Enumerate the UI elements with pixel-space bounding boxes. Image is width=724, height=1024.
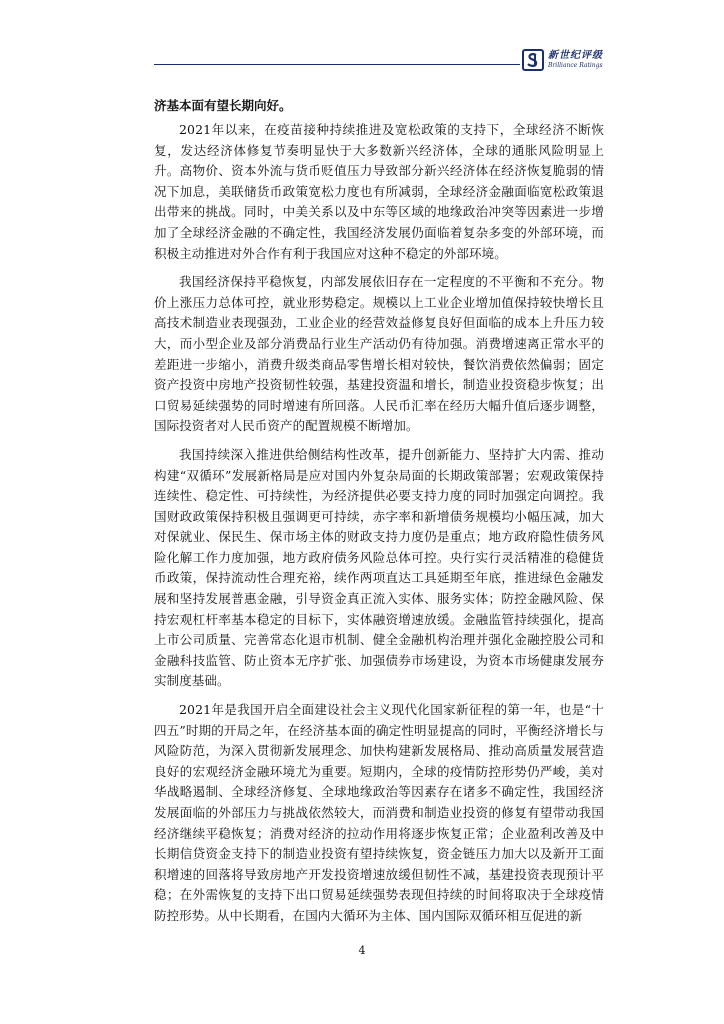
- paragraph-4: 2021年是我国开启全面建设社会主义现代化国家新征程的第一年，也是“十四五”时期的开局之年，在经济基本面的确定性明显提高的同时，平衡经济增长与风险防范，为深入贯彻新发展理念、加快构建新发展格局、推动高质量发展营造良好的宏观经济金融环境尤为重要。短期内，全球的疫情防控形势仍严峻，美对华战略遏制、全球经济修复、全球地缘政治等因素存在诸多不确定性，我国经济发展面临的外部压力与挑战依然较大，而消费和制造业投资的修复有望带动我国经济继续平稳恢复；消费对经济的拉动作用将逐步恢复正常；企业盈利改善及中长期信贷资金支持下的制造业投资有望持续恢复，资金链压力加大以及新开工面积增速的回落将导致房地产开发投资增速放缓但韧性不减，基建投资表现预计平稳；在外需恢复的支持下出口贸易延续强势表现但持续的时间将取决于全球疫情防控形势。从中长期看，在国内大循环为主体、国内国际双循环相互促进的新: [154, 702, 604, 923]
- logo-subtitle: Brilliance Ratings: [548, 62, 603, 69]
- paragraph-2: 我国经济保持平稳恢复，内部发展依旧存在一定程度的不平衡和不充分。物价上涨压力总体可控，就业形势稳定。规模以上工业企业增加值保持较快增长且高技术制造业表现强劲，工业企业的经营效益修复良好但面临的成本上升压力较大，而小型企业及部分消费品行业生产活动仍有待加强。消费增速离正常水平的差距进一步缩小，消费升级类商品零售增长相对较快，餐饮消费依然偏弱；固定资产投资中房地产投资韧性较强，基建投资温和增长，制造业投资稳步恢复；出口贸易延续强势的同时增速有所回落。人民币汇率在经历大幅升值后逐步调整，国际投资者对人民币资产的配置规模不断增加。: [154, 274, 604, 434]
- paragraph-3: 我国持续深入推进供给侧结构性改革，提升创新能力、坚持扩大内需、推动构建“双循环”发展新格局是应对国内外复杂局面的长期政策部署；宏观政策保持连续性、稳定性、可持续性，为经济提供必要支持力度的同时加强定向调控。我国财政政策保持积极且强调更可持续，赤字率和新增债务规模均小幅压减，加大对保就业、保民生、保市场主体的财政支持力度仍是重点；地方政府隐性债务风险化解工作力度加强，地方政府债务风险总体可控。央行实行灵活精准的稳健货币政策，保持流动性合理充裕，续作两项直达工具延期至年底，推进绿色金融发展和坚持发展普惠金融，引导资金真正流入实体、服务实体；防控金融风险、保持宏观杠杆率基本稳定的目标下，实体融资增速放缓。金融监管持续强化，提高上市公司质量、完善常态化退市机制、健全金融机构治理并强化金融控股公司和金融科技监管、防止资本无序扩张、加强债券市场建设，为资本市场健康发展夯实制度基础。: [154, 446, 604, 689]
- sb-logo-icon: [522, 49, 544, 71]
- lead-text: 济基本面有望长期向好。: [154, 98, 292, 113]
- logo-name: 新世纪评级: [548, 50, 603, 61]
- header-rule: [154, 64, 520, 65]
- paragraph-1: 2021年以来，在疫苗接种持续推进及宽松政策的支持下，全球经济不断恢复，发达经济体修复节奏明显快于大多数新兴经济体，全球的通胀风险明显上升。高物价、资本外流与货币贬值压力导致部分新兴经济体在经济恢复脆弱的情况下加息，美联储货币政策宽松力度也有所减弱，全球经济金融面临宽松政策退出带来的挑战。同时，中美关系以及中东等区域的地缘政治冲突等因素进一步增加了全球经济金融的不确定性，我国经济发展仍面临着复杂多变的外部环境，而积极主动推进对外合作有利于我国应对这种不稳定的外部环境。: [154, 122, 604, 261]
- brand-logo: [522, 46, 614, 74]
- page-number: 4: [358, 944, 366, 957]
- document-body: [154, 96, 604, 935]
